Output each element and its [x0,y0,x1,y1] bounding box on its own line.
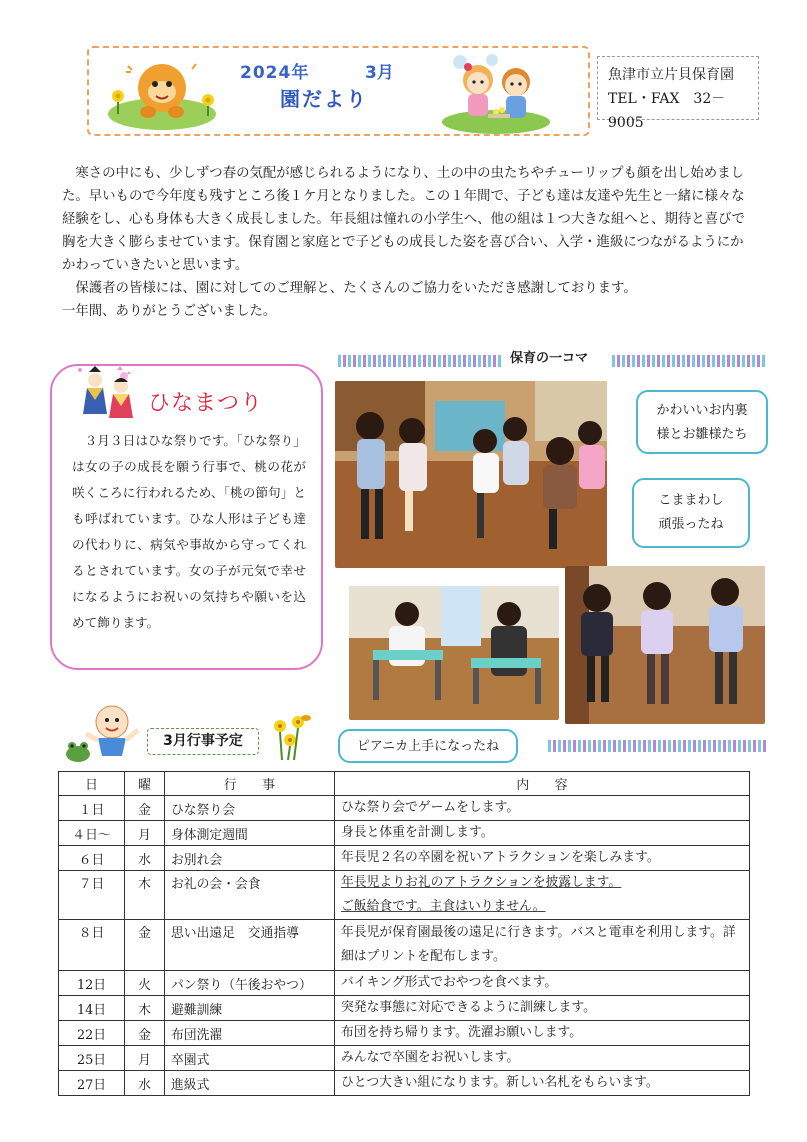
event-date: 25日 [59,1046,125,1071]
event-detail: 突発な事態に対応できるように訓練します。 [335,996,750,1021]
column-header: 行 事 [165,772,335,796]
table-row [59,821,750,846]
bubble-text: 様とお雛様たち [656,427,748,442]
greeting-paragraph: 寒さの中にも、少しずつ春の気配が感じられるようになり、土の中の虫たちやチューリップも顔を出し始めました。早いもので今年度も残すところ後１ケ月となりました。この１年間で、子ども達は友達や先生と一緒に様々な経験をし、心も身体も大きく成長しました。年長組は憧れの小学生へ、他の組は１つ大きな組へと、期待と喜びで胸を大きく膨らませています。保育園と家庭とで子どもの成長した姿を喜び合い、入学・進級につながるようにかかわっていきたいと思います。 [62,166,745,273]
event-detail-line: ご飯給食です。主食はいりません。 [341,899,546,914]
hinamatsuri-text: ３月３日はひな祭りです。「ひな祭り」は女の子の成長を願う行事で、桃の花が咲くころに行われるため、「桃の節句」とも呼ばれています。ひな人形は子ども達の代わりに、病気や事故から守ってくれるとされています。女の子が元気で幸せになるようにお祝いの気持ちや願いを込めて飾ります。 [72,433,306,630]
speech-bubble-hina [636,390,768,454]
decorative-stripe [548,740,766,752]
event-detail: 身長と体重を計測します。 [335,821,750,846]
event-date: 12日 [59,971,125,996]
bubble-text: ピアニカ上手になったね [356,739,500,754]
baby-frog-illustration [62,700,144,766]
decorative-stripe [338,355,502,367]
speech-bubble-koma [632,478,750,548]
bubble-text: 頑張ったね [658,517,724,532]
table-row [59,796,750,821]
table-row [59,996,750,1021]
table-row [59,871,750,920]
event-date: 22日 [59,1021,125,1046]
event-date: ４日～ [59,821,125,846]
event-date: 14日 [59,996,125,1021]
greeting-paragraph: 一年間、ありがとうございました。 [62,304,277,319]
photo-pianica [349,586,559,720]
event-date: 27日 [59,1071,125,1096]
column-header: 内 容 [335,772,750,796]
event-detail: みんなで卒園をお祝いします。 [335,1046,750,1071]
schedule-label: 3月行事予定 [147,728,259,755]
event-detail [335,871,750,920]
greeting-paragraph: 保護者の皆様には、園に対してのご理解と、たくさんのご協力をいただき感謝しております。 [75,281,637,296]
greeting-text [62,162,752,323]
mascot-illustration [104,52,224,132]
decorative-stripe [612,355,766,367]
event-name: 避難訓練 [165,996,335,1021]
event-weekday: 金 [125,920,165,971]
table-row [59,1046,750,1071]
event-detail: 年長児２名の卒園を祝いアトラクションを楽しみます。 [335,846,750,871]
event-detail: バイキング形式でおやつを食べます。 [335,971,750,996]
event-detail: ひな祭り会でゲームをします。 [335,796,750,821]
event-detail: 布団を持ち帰ります。洗濯お願いします。 [335,1021,750,1046]
event-weekday: 金 [125,1021,165,1046]
newsletter-year: 2024年 [240,63,310,83]
event-detail: 年長児が保育園最後の遠足に行きます。バスと電車を利用します。詳細はプリントを配布します。 [335,920,750,971]
event-date: １日 [59,796,125,821]
event-weekday: 木 [125,996,165,1021]
hina-doll-illustration [77,364,143,420]
event-weekday: 火 [125,971,165,996]
newsletter-month: 3月 [365,63,394,83]
photo-hina-costumes [335,381,607,568]
table-row [59,920,750,971]
event-date: ８日 [59,920,125,971]
table-row [59,971,750,996]
event-name: お礼の会・会食 [165,871,335,920]
event-date: ６日 [59,846,125,871]
event-name: 布団洗濯 [165,1021,335,1046]
nursery-name: 魚津市立片貝保育園 [608,67,734,83]
event-name: 思い出遠足 交通指導 [165,920,335,971]
event-weekday: 金 [125,796,165,821]
hinamatsuri-title: ひなまつり [148,391,264,416]
table-header-row [59,772,750,796]
event-schedule-table [58,771,750,1096]
event-name: 進級式 [165,1071,335,1096]
table-row [59,1071,750,1096]
event-weekday: 木 [125,871,165,920]
flower-illustration [268,712,314,762]
nursery-phone: TEL・FAX 32－9005 [608,91,726,131]
event-detail-line: 年長児よりお礼のアトラクションを披露します。 [341,875,622,890]
event-weekday: 水 [125,1071,165,1096]
event-name: 卒園式 [165,1046,335,1071]
photo-three-children [565,566,765,724]
bubble-text: こままわし [658,493,724,508]
event-name: お別れ会 [165,846,335,871]
children-illustration [440,52,552,134]
newsletter-title: 園だより [280,87,368,111]
event-date: ７日 [59,871,125,920]
bubble-text: かわいいお内裏 [656,403,748,418]
event-weekday: 月 [125,821,165,846]
event-detail: ひとつ大きい組になります。新しい名札をもらいます。 [335,1071,750,1096]
table-row [59,846,750,871]
photo-section-label: 保育の一コマ [504,348,594,370]
contact-info [597,56,759,131]
event-name: ひな祭り会 [165,796,335,821]
event-weekday: 月 [125,1046,165,1071]
event-name: 身体測定週間 [165,821,335,846]
speech-bubble-pianica [338,729,518,763]
event-weekday: 水 [125,846,165,871]
table-row [59,1021,750,1046]
event-name: パン祭り（午後おやつ） [165,971,335,996]
column-header: 曜 [125,772,165,796]
column-header: 日 [59,772,125,796]
